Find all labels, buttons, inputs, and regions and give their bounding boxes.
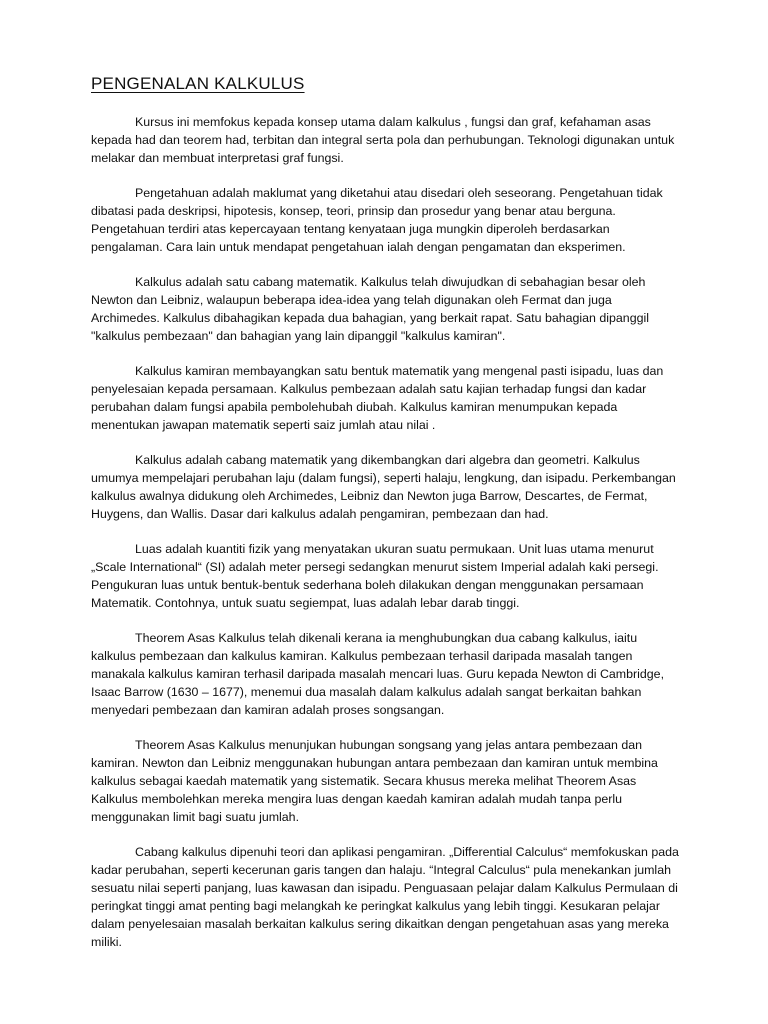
paragraph-fundamental-theorem: Theorem Asas Kalkulus telah dikenali kerana ia menghubungkan dua cabang kalkulus, iaitu kalkulus pembezaan dan kalkulus kamiran. Kalkulus pembezaan terhasil daripada masalah tangen manakala kalkulus kamiran terhasil daripada masalah mencari luas. Guru kepada Newton di Cambridge, Isaac Barrow (1630 – 1677), menemui dua masalah dalam kalkulus adalah sangat berkaitan bahkan menyedari pembezaan dan kamiran adalah proses songsangan.: [91, 631, 665, 717]
document-body: [91, 113, 681, 968]
paragraph-calculus-history: Kalkulus adalah cabang matematik yang dikembangkan dari algebra dan geometri. Kalkulus umumya mempelajari perubahan laju (dalam fungsi), seperti halaju, lengkung, dan isipadu. Perkembangan kalkulus awalnya didukung oleh Archimedes, Leibniz dan Newton juga Barrow, Descartes, de Fermat, Huygens, dan Wallis. Dasar dari kalkulus adalah pengamiran, pembezaan dan had.: [91, 453, 676, 521]
paragraph-calculus-applications: Cabang kalkulus dipenuhi teori dan aplikasi pengamiran. „Differential Calculus“ memfokuskan pada kadar perubahan, seperti kecerunan garis tangen dan halaju. “Integral Calculus“ pula menekankan jumlah sesuatu nilai seperti panjang, luas kawasan dan isipadu. Penguasaan pelajar dalam Kalkulus Permulaan di peringkat tinggi amat penting bagi melangkah ke peringkat kalkulus yang lebih tinggi. Kesukaran pelajar dalam penyelesaian masalah berkaitan kalkulus sering dikaitkan dengan pengetahuan asas yang mereka miliki.: [91, 845, 679, 949]
paragraph-inverse-relation: Theorem Asas Kalkulus menunjukan hubungan songsang yang jelas antara pembezaan dan kamiran. Newton dan Leibniz menggunakan hubungan antara pembezaan dan kamiran untuk membina kalkulus sebagai kaedah matematik yang sistematik. Secara khusus mereka melihat Theorem Asas Kalkulus membolehkan mereka mengira luas dengan kaedah kamiran adalah mudah tanpa perlu menggunakan limit bagi suatu jumlah.: [91, 738, 658, 824]
paragraph-area: Luas adalah kuantiti fizik yang menyatakan ukuran suatu permukaan. Unit luas utama menurut „Scale International“ (SI) adalah meter persegi sedangkan menurut sistem Imperial adalah kaki persegi. Pengukuran luas untuk bentuk-bentuk sederhana boleh dilakukan dengan menggunakan persamaan Matematik. Contohnya, untuk suatu segiempat, luas adalah lebar darab tinggi.: [91, 542, 659, 610]
document-title: PENGENALAN KALKULUS: [91, 74, 305, 93]
paragraph-knowledge: Pengetahuan adalah maklumat yang diketahui atau disedari oleh seseorang. Pengetahuan tidak dibatasi pada deskripsi, hipotesis, konsep, teori, prinsip dan prosedur yang benar atau berguna. Pengetahuan terdiri atas kepercayaan tentang kenyataan juga mungkin diperoleh berdasarkan pengalaman. Cara lain untuk mendapat pengetahuan ialah dengan pengamatan dan eksperimen.: [91, 186, 663, 254]
paragraph-calculus-branch: Kalkulus adalah satu cabang matematik. Kalkulus telah diwujudkan di sebahagian besar oleh Newton dan Leibniz, walaupun beberapa idea-idea yang telah digunakan oleh Fermat dan juga Archimedes. Kalkulus dibahagikan kepada dua bahagian, yang berkait rapat. Satu bahagian dipanggil "kalkulus pembezaan" dan bahagian yang lain dipanggil "kalkulus kamiran".: [91, 275, 649, 343]
paragraph-course-focus: Kursus ini memfokus kepada konsep utama dalam kalkulus , fungsi dan graf, kefahaman asas kepada had dan teorem had, terbitan dan integral serta pola dan perhubungan. Teknologi digunakan untuk melakar dan membuat interpretasi graf fungsi.: [91, 115, 675, 165]
paragraph-integral-differential: Kalkulus kamiran membayangkan satu bentuk matematik yang mengenal pasti isipadu, luas dan penyelesaian kepada persamaan. Kalkulus pembezaan adalah satu kajian terhadap fungsi dan kadar perubahan dalam fungsi apabila pembolehubah diubah. Kalkulus kamiran menumpukan kepada menentukan jawapan matematik seperti saiz jumlah atau nilai .: [91, 364, 664, 432]
